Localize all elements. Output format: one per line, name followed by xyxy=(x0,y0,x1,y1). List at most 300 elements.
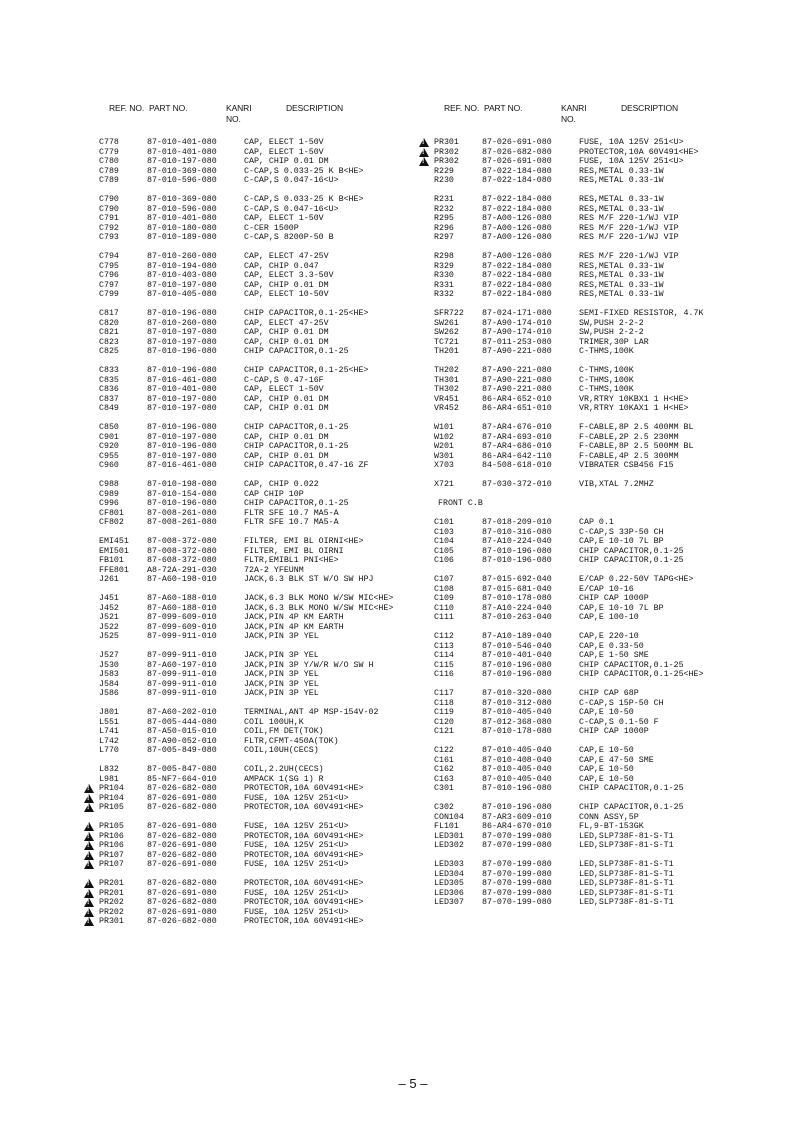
table-row xyxy=(82,689,462,699)
ref-no-cell: C821 xyxy=(99,328,119,337)
ref-no-cell: TH301 xyxy=(434,375,459,385)
table-row xyxy=(82,442,462,452)
part-no-cell: 87-010-180-080 xyxy=(147,223,217,233)
ref-no-cell: C989 xyxy=(99,489,119,499)
ref-no-cell: R331 xyxy=(434,280,454,290)
caution-triangle-icon xyxy=(84,898,94,907)
part-no-cell: 87-AR3-609-010 xyxy=(482,812,552,822)
ref-no-cell: PR301 xyxy=(99,917,124,926)
table-row xyxy=(82,395,462,405)
ref-no-cell: C121 xyxy=(434,727,454,736)
description-cell: RES M/F 220-1/WJ VIP xyxy=(579,233,679,242)
description-cell: CAP, CHIP 0.022 xyxy=(244,480,319,489)
ref-no-cell: EMI501 xyxy=(99,546,129,556)
description-cell: C-CAP,S 8200P-50 B xyxy=(244,233,334,242)
part-no-cell: 87-026-691-080 xyxy=(147,907,217,917)
part-no-cell: 87-070-199-080 xyxy=(482,898,552,907)
description-cell: CHIP CAPACITOR,0.1-25 xyxy=(244,347,349,356)
part-no-cell: 87-010-178-080 xyxy=(482,594,552,603)
description-cell: VIB,XTAL 7.2MHZ xyxy=(579,480,654,489)
table-row xyxy=(82,613,462,623)
table-row xyxy=(82,908,462,918)
part-no-cell: 87-010-401-040 xyxy=(482,651,552,660)
ref-no-cell: L832 xyxy=(99,765,119,774)
table-row xyxy=(82,224,462,234)
description-cell: CAP, CHIP 0.01 DM xyxy=(244,157,329,166)
part-no-cell: 87-005-444-080 xyxy=(147,717,217,727)
ref-no-cell: VR451 xyxy=(434,394,459,404)
ref-no-cell: PR301 xyxy=(434,138,459,147)
part-no-cell: 87-026-682-080 xyxy=(147,879,217,888)
description-cell: CHIP CAPACITOR,0.1-25 xyxy=(579,660,684,670)
table-row xyxy=(417,708,797,718)
table-row xyxy=(417,784,797,794)
ref-no-cell: TH201 xyxy=(434,347,459,356)
part-no-cell: 87-010-596-080 xyxy=(147,204,217,214)
description-cell: VR,RTRY 10KAX1 1 H<HE> xyxy=(579,404,689,413)
table-row xyxy=(417,281,797,291)
header-kanri-no: NO. xyxy=(226,114,241,124)
ref-no-cell: C790 xyxy=(99,195,119,204)
ref-no-cell: PR302 xyxy=(434,147,459,157)
part-no-cell: 87-026-691-080 xyxy=(147,860,217,869)
table-row xyxy=(82,727,462,737)
description-cell: JACK,PIN 3P YEL xyxy=(244,689,319,698)
part-no-cell: 87-A90-174-010 xyxy=(482,328,552,337)
section-label-front-cb xyxy=(417,499,797,509)
description-cell: CHIP CAPACITOR,0.1-25 xyxy=(579,784,684,793)
ref-no-cell: C103 xyxy=(434,527,454,537)
ref-no-cell: J583 xyxy=(99,670,119,679)
table-row xyxy=(417,898,797,908)
caution-triangle-icon xyxy=(84,908,94,917)
description-cell: CAP, CHIP 0.01 DM xyxy=(244,394,329,404)
table-row xyxy=(82,138,462,148)
table-row xyxy=(417,575,797,585)
ref-no-cell: J530 xyxy=(99,660,119,670)
table-row xyxy=(417,148,797,158)
table-row xyxy=(417,699,797,709)
table-row xyxy=(82,205,462,215)
caution-triangle-icon xyxy=(84,917,94,926)
part-no-cell: 87-026-682-080 xyxy=(482,147,552,157)
table-row xyxy=(82,423,462,433)
ref-no-cell: C790 xyxy=(99,204,119,214)
description-cell: CAP, ELECT 47-25V xyxy=(244,318,329,328)
table-row xyxy=(82,803,462,813)
part-no-cell: 87-008-261-080 xyxy=(147,518,217,527)
ref-no-cell: J521 xyxy=(99,613,119,622)
table-row xyxy=(82,841,462,851)
ref-no-cell: R297 xyxy=(434,233,454,242)
ref-no-cell: C110 xyxy=(434,603,454,613)
table-row xyxy=(417,233,797,243)
part-no-cell: 87-A50-015-010 xyxy=(147,727,217,736)
ref-no-cell: C116 xyxy=(434,670,454,679)
ref-no-cell: L981 xyxy=(99,774,119,784)
section-label-text: FRONT C.B xyxy=(438,499,483,508)
ref-no-cell: R298 xyxy=(434,252,454,261)
table-row xyxy=(82,566,462,576)
description-cell: RES,METAL 0.33-1W xyxy=(579,290,664,299)
description-cell: E/CAP 10-16 xyxy=(579,584,634,594)
part-no-cell: 87-026-682-080 xyxy=(147,784,217,793)
description-cell: CAP CHIP 10P xyxy=(244,489,304,499)
ref-no-cell: C789 xyxy=(99,166,119,176)
part-no-cell: 87-A00-126-080 xyxy=(482,214,552,223)
ref-no-cell: C106 xyxy=(434,556,454,565)
part-no-cell: 87-010-196-080 xyxy=(147,442,217,451)
ref-no-cell: SW261 xyxy=(434,318,459,328)
part-no-cell: 87-026-691-080 xyxy=(482,138,552,147)
table-row xyxy=(417,832,797,842)
ref-no-cell: C901 xyxy=(99,432,119,442)
ref-no-cell: X703 xyxy=(434,461,454,470)
part-no-cell: 87-010-154-080 xyxy=(147,489,217,499)
table-row xyxy=(82,661,462,671)
table-row xyxy=(82,632,462,642)
part-no-cell: 87-008-372-080 xyxy=(147,546,217,556)
ref-no-cell: PR201 xyxy=(99,888,124,898)
left-parts-list xyxy=(82,138,462,927)
ref-no-cell: C795 xyxy=(99,261,119,271)
description-cell: C-CAP,S 0.1-50 F xyxy=(579,717,659,727)
description-cell: RES,METAL 0.33-1W xyxy=(579,271,664,280)
part-no-cell: 87-010-369-080 xyxy=(147,166,217,176)
description-cell: PROTECTOR,10A 60V491<HE> xyxy=(244,784,364,793)
part-no-cell: 87-022-184-080 xyxy=(482,204,552,214)
table-row xyxy=(82,148,462,158)
table-row xyxy=(82,746,462,756)
ref-no-cell: C117 xyxy=(434,689,454,698)
table-row xyxy=(417,385,797,395)
table-row xyxy=(417,889,797,899)
table-row xyxy=(417,252,797,262)
part-no-cell: 87-AR4-686-010 xyxy=(482,442,552,451)
ref-no-cell: C955 xyxy=(99,451,119,461)
ref-no-cell: C302 xyxy=(434,803,454,812)
table-row xyxy=(417,537,797,547)
ref-no-cell: FB101 xyxy=(99,556,124,565)
description-cell: E/CAP 0.22-50V TAPG<HE> xyxy=(579,575,694,584)
description-cell: CAP,E 10-50 xyxy=(579,774,634,784)
part-no-cell: 86-AR4-651-010 xyxy=(482,404,552,413)
table-row xyxy=(82,537,462,547)
ref-no-cell: C118 xyxy=(434,698,454,708)
ref-no-cell: W102 xyxy=(434,432,454,442)
ref-no-cell: L770 xyxy=(99,746,119,755)
ref-no-cell: C825 xyxy=(99,347,119,356)
part-no-cell: 87-016-461-080 xyxy=(147,461,217,470)
ref-no-cell: C119 xyxy=(434,708,454,717)
table-row xyxy=(82,917,462,927)
ref-no-cell: C780 xyxy=(99,157,119,166)
ref-no-cell: J452 xyxy=(99,603,119,613)
part-no-cell: 87-099-911-010 xyxy=(147,689,217,698)
ref-no-cell: C301 xyxy=(434,784,454,793)
part-no-cell: 87-A00-126-080 xyxy=(482,252,552,261)
part-no-cell: 87-010-320-080 xyxy=(482,689,552,698)
ref-no-cell: PR107 xyxy=(99,850,124,860)
part-no-cell: 87-018-209-010 xyxy=(482,518,552,527)
part-no-cell: 87-A60-188-010 xyxy=(147,603,217,613)
description-cell: CAP, ELECT 10-50V xyxy=(244,290,329,299)
table-row xyxy=(82,623,462,633)
table-row xyxy=(417,775,797,785)
table-row xyxy=(417,395,797,405)
part-no-cell: 87-010-196-080 xyxy=(482,803,552,812)
part-no-cell: 87-010-196-080 xyxy=(147,423,217,432)
description-cell: JACK,6.3 BLK MONO W/SW MIC<HE> xyxy=(244,594,394,603)
description-cell: JACK,PIN 3P YEL xyxy=(244,651,319,660)
header-ref-no: REF. NO. xyxy=(444,103,480,113)
part-no-cell: 87-024-171-080 xyxy=(482,309,552,318)
part-no-cell: 87-026-682-080 xyxy=(147,917,217,926)
description-cell: FUSE, 10A 125V 251<U> xyxy=(579,138,684,147)
part-no-cell: 87-010-408-040 xyxy=(482,755,552,765)
table-row xyxy=(82,708,462,718)
ref-no-cell: PR104 xyxy=(99,793,124,803)
part-no-cell: 87-010-196-080 xyxy=(147,499,217,508)
caution-triangle-icon xyxy=(84,822,94,831)
header-description: DESCRIPTION xyxy=(621,103,678,113)
description-cell: CAP, ELECT 1-50V xyxy=(244,147,324,157)
description-cell: C-CAP,S 0.47-16F xyxy=(244,375,324,385)
table-row xyxy=(82,233,462,243)
description-cell: CAP, ELECT 47-25V xyxy=(244,252,329,261)
part-no-cell: 87-010-403-080 xyxy=(147,271,217,280)
part-no-cell: 87-005-849-080 xyxy=(147,746,217,755)
description-cell: RES,METAL 0.33-1W xyxy=(579,280,664,290)
ref-no-cell: LED301 xyxy=(434,831,464,841)
part-no-cell: 87-022-184-080 xyxy=(482,271,552,280)
table-row xyxy=(82,651,462,661)
description-cell: JACK,PIN 4P KM EARTH xyxy=(244,622,344,632)
part-no-cell: 87-015-692-040 xyxy=(482,575,552,584)
table-row xyxy=(82,889,462,899)
description-cell: F-CABLE,2P 2.5 230MM xyxy=(579,432,679,442)
ref-no-cell: C112 xyxy=(434,632,454,641)
table-row xyxy=(417,870,797,880)
table-row xyxy=(82,176,462,186)
description-cell: RES,METAL 0.33-1W xyxy=(579,176,664,185)
description-cell: CHIP CAPACITOR,0.1-25 xyxy=(579,556,684,565)
description-cell: CHIP CAPACITOR,0.1-25<HE> xyxy=(579,670,704,679)
part-no-cell: 87-A90-174-010 xyxy=(482,318,552,328)
description-cell: CAP 0.1 xyxy=(579,518,614,527)
ref-no-cell: W301 xyxy=(434,451,454,461)
ref-no-cell: C114 xyxy=(434,651,454,660)
table-row xyxy=(417,271,797,281)
ref-no-cell: R295 xyxy=(434,214,454,223)
table-row xyxy=(82,822,462,832)
part-no-cell: 87-026-682-080 xyxy=(147,898,217,907)
header-kanri: KANRI xyxy=(226,103,252,113)
ref-no-cell: VR452 xyxy=(434,404,459,413)
part-no-cell: 86-AR4-652-010 xyxy=(482,394,552,404)
part-no-cell: 87-010-197-080 xyxy=(147,280,217,290)
part-no-cell: 87-010-197-080 xyxy=(147,394,217,404)
description-cell: LED,SLP738F-81-S-T1 xyxy=(579,860,674,869)
ref-no-cell: J522 xyxy=(99,622,119,632)
table-row xyxy=(417,841,797,851)
description-cell: CAP, CHIP 0.047 xyxy=(244,261,319,271)
part-no-cell: 87-005-847-080 xyxy=(147,765,217,774)
ref-no-cell: CF801 xyxy=(99,508,124,518)
table-row xyxy=(82,860,462,870)
ref-no-cell: C161 xyxy=(434,755,454,765)
description-cell: RES M/F 220-1/WJ VIP xyxy=(579,223,679,233)
table-row xyxy=(417,442,797,452)
ref-no-cell: L742 xyxy=(99,736,119,746)
description-cell: PROTECTOR,10A 60V491<HE> xyxy=(244,898,364,907)
part-no-cell: 87-022-184-080 xyxy=(482,261,552,271)
description-cell: CAP,E 10-10 7L BP xyxy=(579,537,664,546)
description-cell: CHIP CAP 1000P xyxy=(579,594,649,603)
ref-no-cell: C120 xyxy=(434,717,454,727)
ref-no-cell: C796 xyxy=(99,271,119,280)
part-no-cell: 87-A60-202-010 xyxy=(147,708,217,717)
description-cell: CAP,E 220-10 xyxy=(579,632,639,641)
part-no-cell: 86-AR4-670-010 xyxy=(482,822,552,831)
part-no-cell: 87-A60-188-010 xyxy=(147,594,217,603)
part-no-cell: 87-010-197-080 xyxy=(147,432,217,442)
caution-triangle-icon xyxy=(84,784,94,793)
ref-no-cell: C792 xyxy=(99,223,119,233)
table-row xyxy=(82,575,462,585)
ref-no-cell: C109 xyxy=(434,594,454,603)
part-no-cell: 87-010-197-080 xyxy=(147,328,217,337)
table-row xyxy=(417,262,797,272)
header-ref-no: REF. NO. xyxy=(109,103,145,113)
ref-no-cell: R231 xyxy=(434,195,454,204)
ref-no-cell: PR104 xyxy=(99,784,124,793)
description-cell: FUSE, 10A 125V 251<U> xyxy=(244,860,349,869)
ref-no-cell: J527 xyxy=(99,651,119,660)
ref-no-cell: PR201 xyxy=(99,879,124,888)
description-cell: TRIMER,30P LAR xyxy=(579,337,649,347)
part-no-cell: 87-A90-221-080 xyxy=(482,366,552,375)
ref-no-cell: PR106 xyxy=(99,831,124,841)
description-cell: PROTECTOR,10A 60V491<HE> xyxy=(579,147,699,157)
description-cell: RES M/F 220-1/WJ VIP xyxy=(579,252,679,261)
description-cell: SW,PUSH 2-2-2 xyxy=(579,318,644,328)
description-cell: C-CAP,S 0.033-25 K B<HE> xyxy=(244,166,364,176)
table-row xyxy=(417,309,797,319)
description-cell: JACK,PIN 3P YEL xyxy=(244,632,319,641)
part-no-cell: 87-A10-224-040 xyxy=(482,537,552,546)
table-row xyxy=(417,822,797,832)
description-cell: VR,RTRY 10KBX1 1 H<HE> xyxy=(579,394,689,404)
ref-no-cell: R330 xyxy=(434,271,454,280)
description-cell: CAP, ELECT 1-50V xyxy=(244,214,324,223)
description-cell: C-CAP,S 33P-50 CH xyxy=(579,527,664,537)
description-cell: FILTER, EMI BL OIRNI xyxy=(244,546,344,556)
table-row xyxy=(417,689,797,699)
ref-no-cell: X721 xyxy=(434,480,454,489)
description-cell: RES,METAL 0.33-1W xyxy=(579,261,664,271)
ref-no-cell: C817 xyxy=(99,309,119,318)
ref-no-cell: C823 xyxy=(99,337,119,347)
ref-no-cell: C793 xyxy=(99,233,119,242)
part-no-cell: 87-010-196-080 xyxy=(482,670,552,679)
table-row xyxy=(82,433,462,443)
part-no-cell: 87-026-691-080 xyxy=(482,157,552,166)
ref-no-cell: C797 xyxy=(99,280,119,290)
table-row xyxy=(417,319,797,329)
ref-no-cell: PR202 xyxy=(99,898,124,907)
description-cell: FILTER, EMI BL OIRNI<HE> xyxy=(244,537,364,546)
description-cell: AMPACK 1(SG 1) R xyxy=(244,774,324,784)
caution-triangle-icon xyxy=(84,889,94,898)
description-cell: CAP, ELECT 3.3-50V xyxy=(244,271,334,280)
description-cell: SEMI-FIXED RESISTOR, 4.7K xyxy=(579,309,704,318)
table-row xyxy=(417,727,797,737)
ref-no-cell: SFR722 xyxy=(434,309,464,318)
description-cell: CAP, CHIP 0.01 DM xyxy=(244,280,329,290)
description-cell: C-CAP,S 0.047-16<U> xyxy=(244,204,339,214)
description-cell: CHIP CAP 1000P xyxy=(579,727,649,736)
part-no-cell: 87-099-911-010 xyxy=(147,670,217,679)
table-row xyxy=(417,803,797,813)
description-cell: PROTECTOR,10A 60V491<HE> xyxy=(244,831,364,841)
ref-no-cell: C163 xyxy=(434,774,454,784)
description-cell: FL,9-BT-153GK xyxy=(579,822,644,831)
ref-no-cell: PR105 xyxy=(99,822,124,831)
header-part-no: PART NO. xyxy=(484,103,523,113)
description-cell: LED,SLP738F-81-S-T1 xyxy=(579,869,674,879)
ref-no-cell: C960 xyxy=(99,461,119,470)
description-cell: CAP, ELECT 1-50V xyxy=(244,385,324,394)
table-row xyxy=(417,632,797,642)
part-no-cell: 87-010-196-080 xyxy=(147,347,217,356)
part-no-cell: 87-010-196-080 xyxy=(482,660,552,670)
table-row xyxy=(417,328,797,338)
ref-no-cell: R229 xyxy=(434,166,454,176)
part-no-cell: 87-010-260-080 xyxy=(147,252,217,261)
part-no-cell: 87-099-911-010 xyxy=(147,651,217,660)
description-cell: C-THMS,100K xyxy=(579,366,634,375)
description-cell: CHIP CAPACITOR,0.1-25 xyxy=(244,499,349,508)
ref-no-cell: J525 xyxy=(99,632,119,641)
table-row xyxy=(417,376,797,386)
part-no-cell: 87-A10-224-040 xyxy=(482,603,552,613)
part-no-cell: 87-012-368-080 xyxy=(482,717,552,727)
part-no-cell: 87-010-197-080 xyxy=(147,451,217,461)
table-row xyxy=(82,898,462,908)
description-cell: CHIP CAPACITOR,0.1-25 xyxy=(579,546,684,556)
table-row xyxy=(417,138,797,148)
part-no-cell: 87-026-682-080 xyxy=(147,831,217,841)
table-row xyxy=(82,167,462,177)
table-row xyxy=(417,404,797,414)
caution-triangle-icon xyxy=(419,138,429,147)
description-cell: CAP,E 10-50 xyxy=(579,708,634,717)
description-cell: CAP,E 0.33-50 xyxy=(579,641,644,651)
description-cell: LED,SLP738F-81-S-T1 xyxy=(579,879,674,888)
ref-no-cell: PR302 xyxy=(434,157,459,166)
part-no-cell: 87-022-184-080 xyxy=(482,290,552,299)
table-row xyxy=(417,347,797,357)
description-cell: RES,METAL 0.33-1W xyxy=(579,204,664,214)
caution-triangle-icon xyxy=(84,832,94,841)
ref-no-cell: C835 xyxy=(99,375,119,385)
description-cell: C-CAP,S 0.047-16<U> xyxy=(244,176,339,185)
description-cell: FUSE, 10A 125V 251<U> xyxy=(244,907,349,917)
part-no-cell: 87-026-691-080 xyxy=(147,841,217,850)
part-no-cell: 87-010-596-080 xyxy=(147,176,217,185)
description-cell: CAP, CHIP 0.01 DM xyxy=(244,451,329,461)
